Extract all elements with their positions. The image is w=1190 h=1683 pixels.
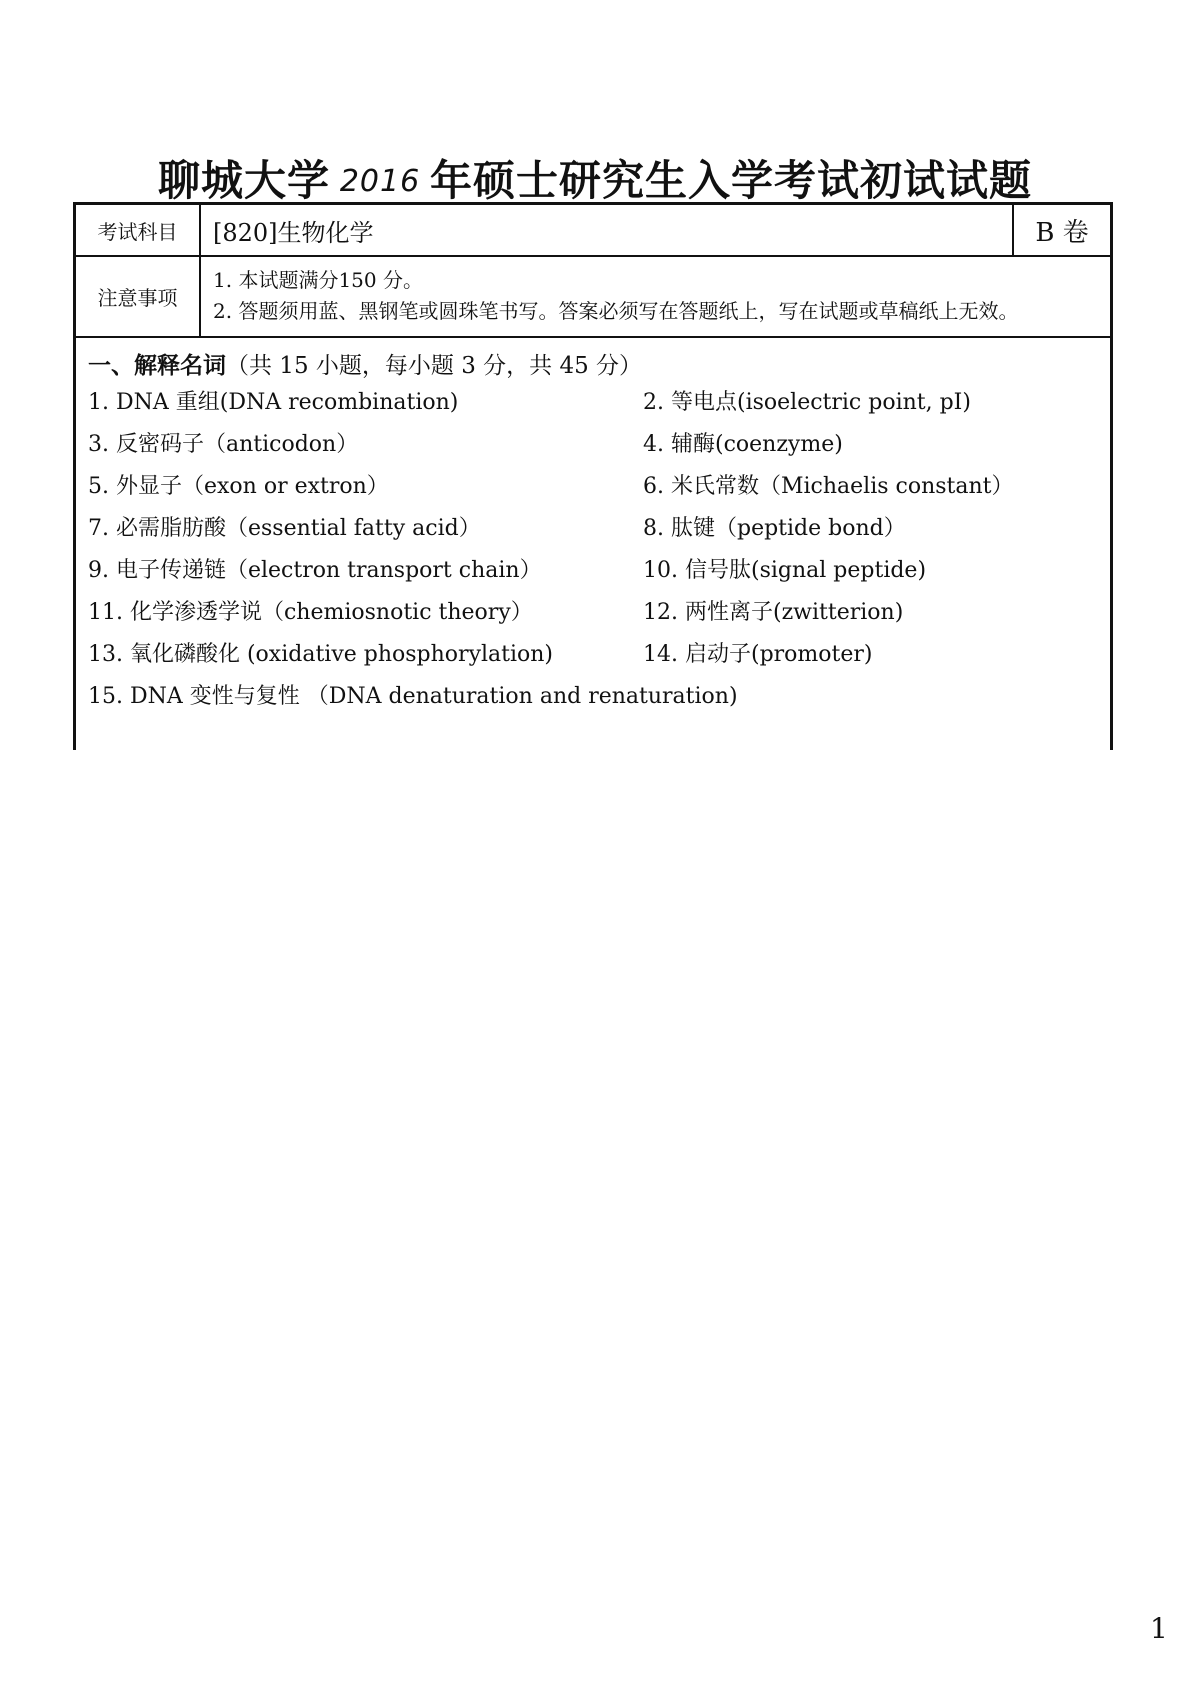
section-title: 一、解释名词 — [88, 352, 226, 379]
title-year: 2016 — [330, 162, 430, 204]
question-item: 8. 肽键（peptide bond） — [643, 516, 906, 541]
subject-label: 考试科目 — [76, 205, 201, 255]
question-item: 4. 辅酶(coenzyme) — [643, 432, 843, 457]
question-row — [88, 469, 1098, 511]
question-item: 11. 化学渗透学说（chemiosnotic theory） — [88, 600, 533, 625]
paper-version: B 卷 — [1012, 205, 1110, 255]
question-item: 3. 反密码子（anticodon） — [88, 432, 359, 457]
question-row — [88, 427, 1098, 469]
subject-row — [76, 205, 1110, 257]
question-item: 13. 氧化磷酸化 (oxidative phosphorylation) — [88, 642, 554, 667]
question-row — [88, 637, 1098, 679]
exam-title — [0, 148, 1190, 208]
question-list — [88, 385, 1098, 721]
question-item: 2. 等电点(isoelectric point, pI) — [643, 390, 971, 415]
title-university: 聊城大学 — [157, 156, 330, 205]
question-item: 15. DNA 变性与复性 （DNA denaturation and renaturation) — [88, 684, 738, 709]
subject-value: [820]生物化学 — [213, 219, 374, 247]
notes-row — [76, 257, 1110, 338]
page-number: 1 — [1150, 1612, 1168, 1645]
question-item: 6. 米氏常数（Michaelis constant） — [643, 474, 1014, 499]
question-item: 7. 必需脂肪酸（essential fatty acid） — [88, 516, 481, 541]
question-row — [88, 511, 1098, 553]
title-rest: 年硕士研究生入学考试初试试题 — [430, 156, 1033, 205]
question-row — [88, 385, 1098, 427]
notes-label: 注意事项 — [76, 257, 201, 336]
question-row — [88, 595, 1098, 637]
section-heading — [88, 347, 642, 380]
question-row — [88, 679, 1098, 721]
exam-frame — [73, 202, 1113, 750]
question-item: 5. 外显子（exon or extron） — [88, 474, 389, 499]
notes-list — [213, 265, 1018, 327]
note-item: 2. 答题须用蓝、黑钢笔或圆珠笔书写。答案必须写在答题纸上，写在试题或草稿纸上无效。 — [213, 299, 1019, 323]
question-item: 10. 信号肽(signal peptide) — [643, 558, 927, 583]
note-item: 1. 本试题满分150 分。 — [213, 268, 423, 292]
question-item: 1. DNA 重组(DNA recombination) — [88, 390, 459, 415]
question-row — [88, 553, 1098, 595]
question-item: 9. 电子传递链（electron transport chain） — [88, 558, 542, 583]
section-subtitle: （共 15 小题，每小题 3 分，共 45 分） — [226, 353, 643, 379]
question-item: 12. 两性离子(zwitterion) — [643, 600, 904, 625]
question-item: 14. 启动子(promoter) — [643, 642, 873, 667]
